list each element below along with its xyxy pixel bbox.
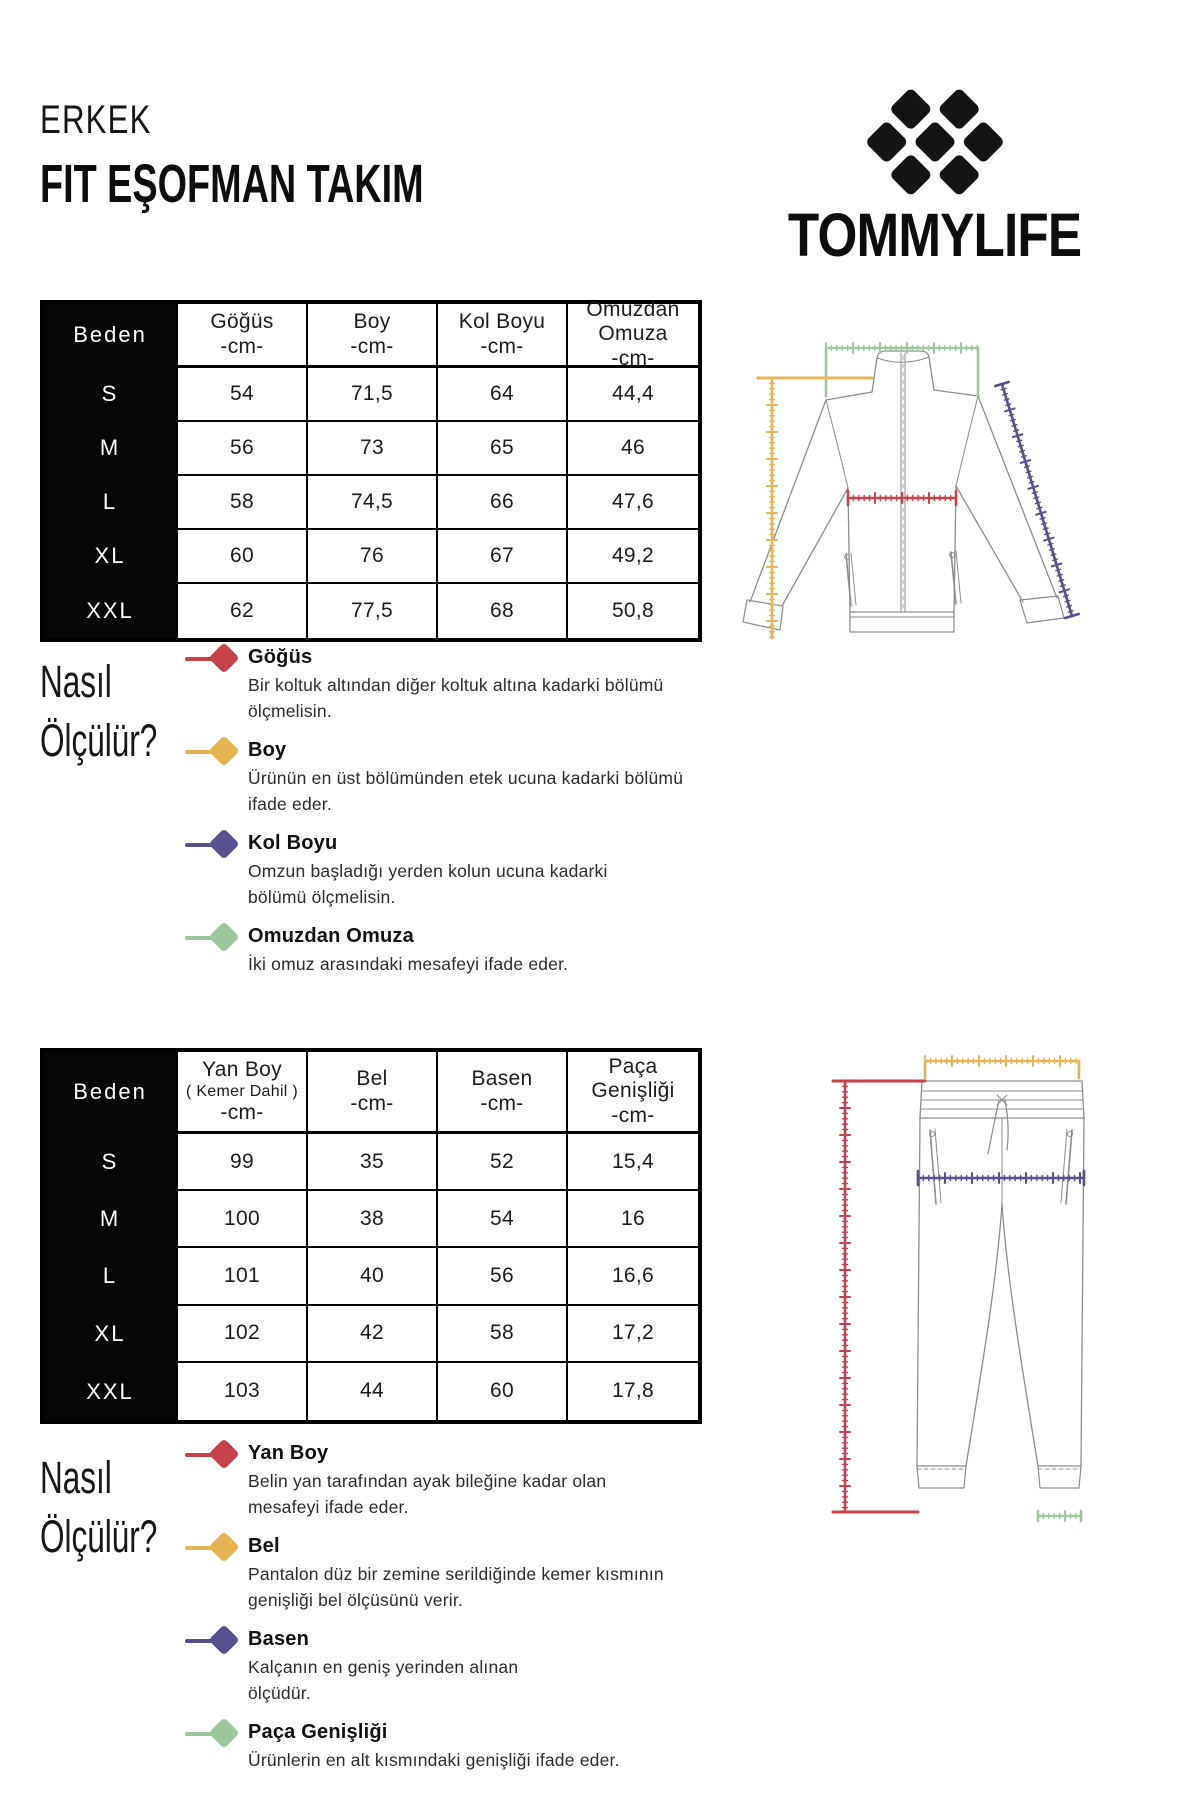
pants-measure-diagram — [800, 1038, 1110, 1560]
diamond-icon — [208, 1718, 239, 1749]
pants-table-value: 16,6 — [568, 1248, 698, 1305]
pants-illustration-icon — [800, 1038, 1110, 1560]
pants-table-value: 102 — [178, 1306, 308, 1363]
jacket-table-value: 66 — [438, 476, 568, 530]
measure-marker-icon — [185, 924, 241, 952]
legend-description: Ürünlerin en alt kısmındaki genişliği ifade eder. — [248, 1750, 620, 1771]
diamond-icon — [208, 736, 239, 767]
how-to-line2: Ölçülür? — [40, 1511, 158, 1563]
jacket-table-value: 68 — [438, 584, 568, 638]
jacket-table-value: 76 — [308, 530, 438, 584]
jacket-table-value: 73 — [308, 422, 438, 476]
product-title: FIT EŞOFMAN TAKIM — [40, 154, 424, 214]
jacket-table-size-label: S — [44, 368, 178, 422]
jacket-table-value: 44,4 — [568, 368, 698, 422]
measure-marker-icon — [185, 1441, 241, 1469]
measure-marker-icon — [185, 1720, 241, 1748]
how-to-line1: Nasıl — [40, 656, 112, 707]
diamond-icon — [208, 642, 239, 673]
pants-table-size-label: M — [44, 1191, 178, 1248]
pants-table-col-header: Yan Boy ( Kemer Dahil ) -cm- — [178, 1052, 308, 1134]
pants-table-value: 100 — [178, 1191, 308, 1248]
legend-label: Bel — [248, 1535, 280, 1558]
jacket-table-value: 58 — [178, 476, 308, 530]
jacket-table-size-label: XL — [44, 530, 178, 584]
jacket-table-value: 67 — [438, 530, 568, 584]
pants-table-value: 52 — [438, 1134, 568, 1191]
legend-item-kol-boyu — [185, 832, 745, 910]
jacket-table-value: 46 — [568, 422, 698, 476]
legend-description: Pantalon düz bir zemine serildiğinde kemer kısmının genişliği bel ölçüsünü verir. — [248, 1564, 664, 1610]
pants-table-value: 103 — [178, 1363, 308, 1420]
pants-table-size-label: L — [44, 1248, 178, 1305]
diamond-icon — [208, 1532, 239, 1563]
jacket-table-value: 54 — [178, 368, 308, 422]
pants-table-value: 44 — [308, 1363, 438, 1420]
how-to-line1: Nasıl — [40, 1452, 112, 1503]
how-to-measure-title-jacket — [40, 652, 208, 771]
pants-table-value: 17,2 — [568, 1306, 698, 1363]
pants-table-size-label: XXL — [44, 1363, 178, 1420]
pants-table-value: 56 — [438, 1248, 568, 1305]
measure-marker-icon — [185, 831, 241, 859]
legend-description: İki omuz arasındaki mesafeyi ifade eder. — [248, 954, 569, 975]
pants-table-value: 17,8 — [611, 1379, 655, 1403]
jacket-measure-legend — [185, 646, 745, 993]
pants-table-value: 16 — [568, 1191, 698, 1248]
jacket-table-value: 49,2 — [568, 530, 698, 584]
jacket-table-value: 50,8 — [611, 598, 655, 622]
legend-label: Omuzdan Omuza — [248, 925, 414, 948]
legend-description: Omzun başladığı yerden kolun ucuna kadarki bölümü ölçmelisin. — [248, 861, 608, 907]
legend-description: Ürünün en üst bölümünden etek ucuna kadarki bölümü ifade eder. — [248, 768, 684, 814]
jacket-table-size-label: M — [44, 422, 178, 476]
pants-table-value: 42 — [308, 1306, 438, 1363]
pants-table-value: 35 — [308, 1134, 438, 1191]
legend-label: Boy — [248, 739, 287, 762]
diamond-icon — [208, 1625, 239, 1656]
jacket-table-value: 56 — [178, 422, 308, 476]
jacket-table-value: 65 — [438, 422, 568, 476]
diamond-icon — [208, 922, 239, 953]
pants-table-value: 58 — [438, 1306, 568, 1363]
legend-description: Bir koltuk altından diğer koltuk altına kadarki bölümü ölçmelisin. — [248, 675, 664, 721]
jacket-table-value: 47,6 — [568, 476, 698, 530]
measure-marker-icon — [185, 1627, 241, 1655]
pants-table-value: 40 — [308, 1248, 438, 1305]
jacket-table-size-label: XXL — [44, 584, 178, 638]
measure-marker-icon — [185, 738, 241, 766]
diamond-cluster-icon — [854, 84, 1016, 200]
pants-table-col-header: Bel -cm- — [308, 1052, 438, 1134]
jacket-table-col-header: Göğüs -cm- — [178, 304, 308, 368]
legend-item-basen — [185, 1628, 765, 1706]
legend-item-pa-a-geni-li-i — [185, 1721, 765, 1774]
legend-label: Yan Boy — [248, 1442, 329, 1464]
legend-item-boy — [185, 739, 745, 817]
legend-item-yan-boy — [185, 1442, 765, 1520]
jacket-table-value: 71,5 — [308, 368, 438, 422]
pants-table-value: 101 — [178, 1248, 308, 1305]
brand-logo — [750, 84, 1120, 270]
category-title: ERKEK — [40, 98, 152, 142]
pants-table-value: 54 — [438, 1191, 568, 1248]
legend-item-bel — [185, 1535, 765, 1613]
legend-label: Göğüs — [248, 646, 313, 668]
pants-size-table — [40, 1048, 702, 1424]
jacket-measure-diagram — [700, 266, 1090, 668]
diamond-icon — [208, 829, 239, 860]
pants-table-value: 60 — [438, 1363, 568, 1420]
jacket-table-col-header: Omuzdan Omuza -cm- — [568, 304, 698, 368]
jacket-table-value: 60 — [178, 530, 308, 584]
pants-measure-legend — [185, 1442, 765, 1789]
jacket-illustration-icon — [700, 266, 1090, 668]
page-title-block — [40, 98, 588, 215]
legend-item-g-s — [185, 646, 745, 724]
jacket-table-col-header: Kol Boyu -cm- — [438, 304, 568, 368]
jacket-table-value: 74,5 — [308, 476, 438, 530]
legend-item-omuzdan-omuza — [185, 925, 745, 978]
pants-table-value: 15,4 — [568, 1134, 698, 1191]
legend-label: Paça Genişliği — [248, 1721, 388, 1744]
pants-table-col-header: Beden — [44, 1052, 178, 1134]
measure-marker-icon — [185, 645, 241, 673]
legend-description: Kalçanın en geniş yerinden alınan ölçüdür. — [248, 1657, 519, 1703]
measure-marker-icon — [185, 1534, 241, 1562]
jacket-table-value: 64 — [438, 368, 568, 422]
pants-table-col-header: Paça Genişliği -cm- — [568, 1052, 698, 1134]
jacket-table-size-label: L — [44, 476, 178, 530]
legend-label: Kol Boyu — [248, 832, 338, 855]
jacket-table-col-header: Boy -cm- — [308, 304, 438, 368]
how-to-line2: Ölçülür? — [40, 715, 158, 767]
jacket-table-value: 77,5 — [308, 584, 438, 638]
pants-table-size-label: S — [44, 1134, 178, 1191]
legend-description: Belin yan tarafından ayak bileğine kadar olan mesafeyi ifade eder. — [248, 1471, 607, 1517]
pants-table-value: 38 — [308, 1191, 438, 1248]
pants-table-col-header: Basen -cm- — [438, 1052, 568, 1134]
how-to-measure-title-pants — [40, 1448, 208, 1567]
jacket-table-col-header: Beden — [44, 304, 178, 368]
jacket-table-value: 62 — [178, 584, 308, 638]
legend-label: Basen — [248, 1628, 310, 1651]
brand-name: TOMMYLIFE — [788, 201, 1082, 269]
pants-table-value: 99 — [178, 1134, 308, 1191]
pants-table-size-label: XL — [44, 1306, 178, 1363]
diamond-icon — [208, 1438, 239, 1469]
jacket-size-table — [40, 300, 702, 642]
